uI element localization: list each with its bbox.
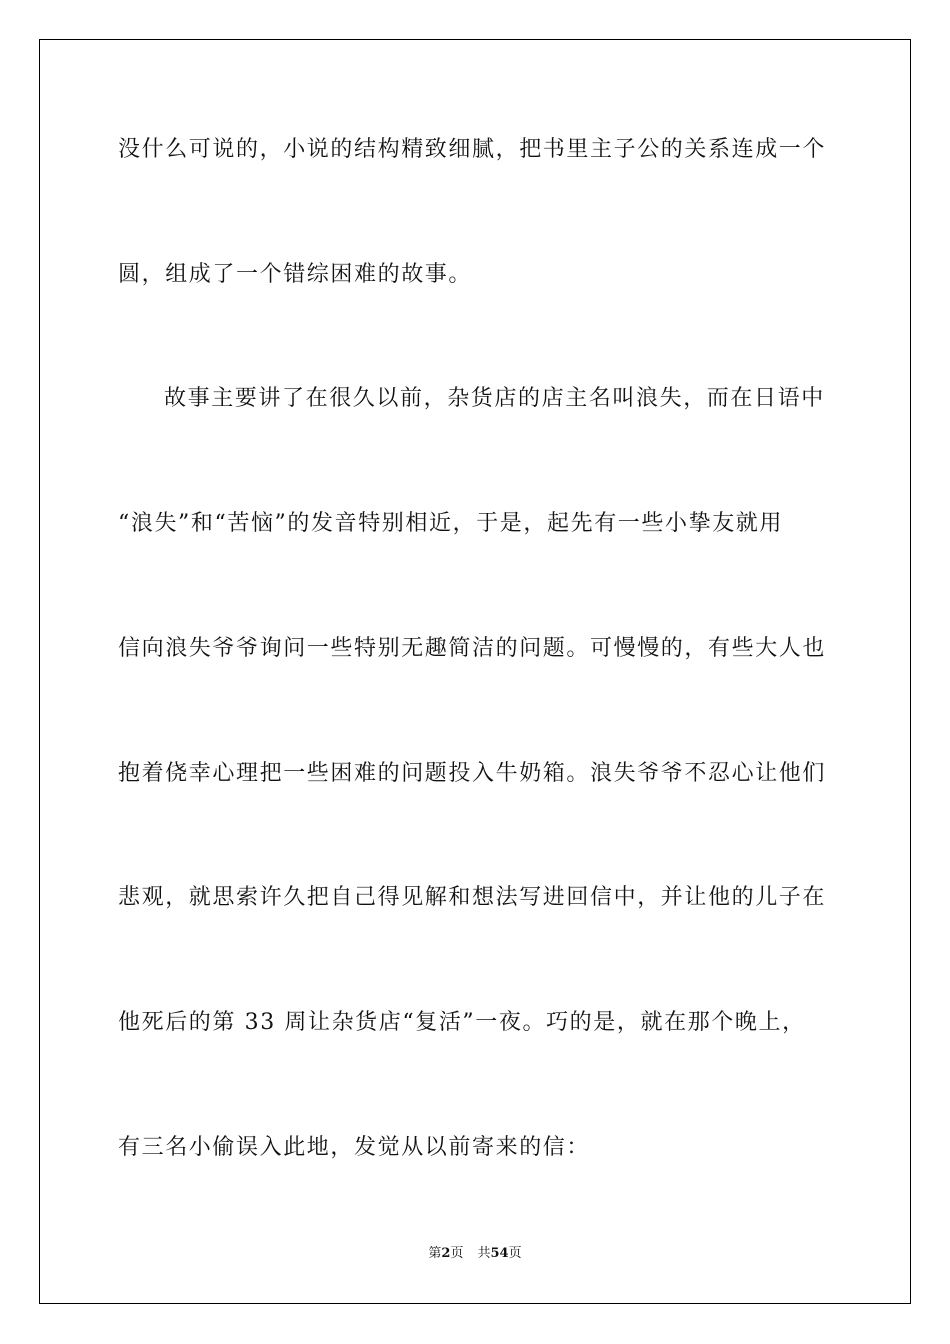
total-pages: 54 bbox=[490, 1246, 509, 1261]
paragraph-line-7: 悲观，就思索许久把自己得见解和想法写进回信中，并让他的儿子在 bbox=[118, 885, 827, 910]
paragraph-line-8: 他死后的第 33 周让杂货店“复活”一夜。巧的是，就在那个晚上， bbox=[118, 1010, 806, 1035]
paragraph-line-1: 没什么可说的，小说的结构精致细腻，把书里主子公的关系连成一个 bbox=[118, 137, 827, 162]
paragraph-line-9: 有三名小偷误入此地，发觉从以前寄来的信： bbox=[118, 1135, 591, 1160]
paragraph-line-5: 信向浪失爷爷询问一些特别无趣简洁的问题。可慢慢的，有些大人也 bbox=[118, 636, 827, 661]
page-number: 2 bbox=[441, 1246, 451, 1261]
total-suffix: 页 bbox=[508, 1246, 522, 1261]
page-footer bbox=[0, 1245, 950, 1263]
paragraph-line-3: 故事主要讲了在很久以前，杂货店的店主名叫浪失，而在日语中 bbox=[164, 386, 825, 411]
page-prefix: 第 bbox=[428, 1246, 442, 1261]
paragraph-line-2: 圆，组成了一个错综困难的故事。 bbox=[118, 262, 473, 287]
page-suffix: 页 bbox=[450, 1246, 464, 1261]
paragraph-line-6: 抱着侥幸心理把一些困难的问题投入牛奶箱。浪失爷爷不忍心让他们 bbox=[118, 761, 827, 786]
total-prefix: 共 bbox=[477, 1246, 491, 1261]
page-border bbox=[39, 39, 911, 1304]
paragraph-line-4: “浪失”和“苦恼”的发音特别相近，于是，起先有一些小挚友就用 bbox=[118, 511, 783, 536]
